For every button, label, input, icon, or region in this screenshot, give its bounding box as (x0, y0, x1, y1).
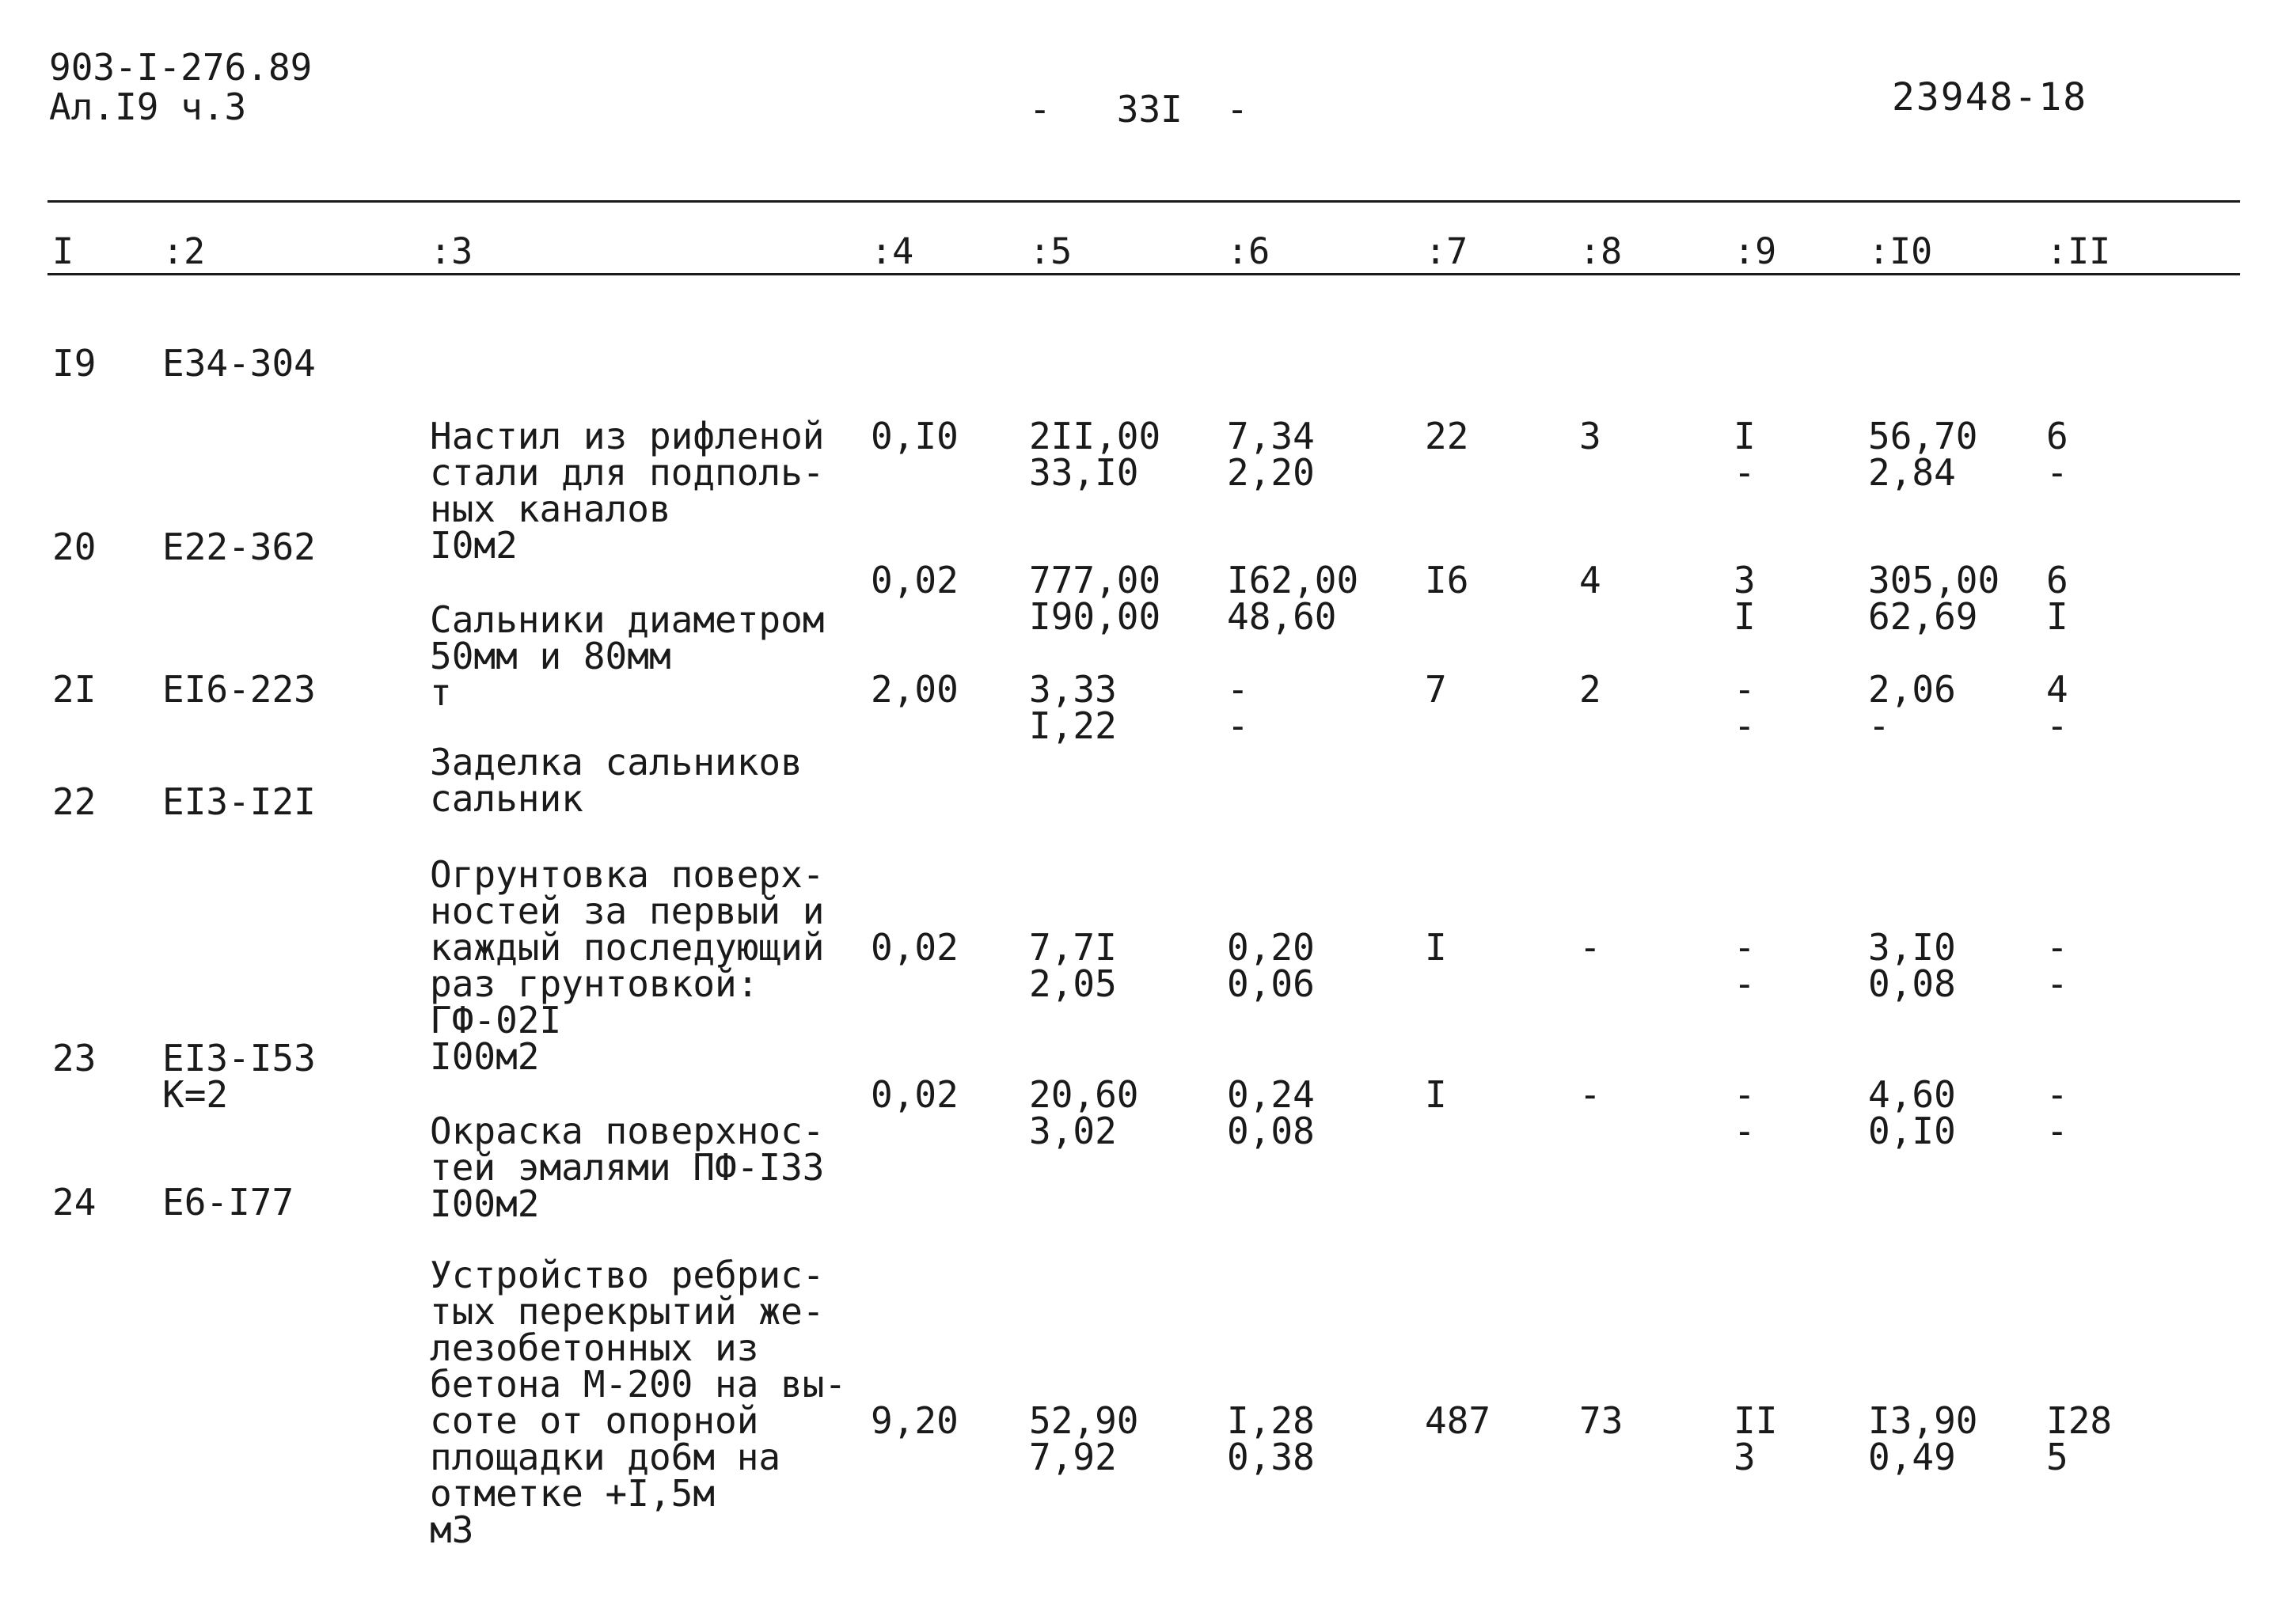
column-header: :8 (1579, 230, 1623, 272)
unit-cost: 777,00 I90,00 (1029, 559, 1161, 638)
unit-cost: 2II,00 33,I0 (1029, 415, 1161, 494)
column-8-value: 2 (1579, 668, 1601, 711)
column-10-value: 3,I0 0,08 (1868, 926, 1956, 1005)
estimate-code: ЕI3-I53 К=2 (162, 1037, 316, 1116)
column-7-value: I (1425, 1073, 1447, 1116)
column-header: :4 (871, 230, 914, 272)
machine-cost: 7,34 2,20 (1227, 415, 1315, 494)
quantity: 0,I0 (871, 415, 959, 457)
document-code: 903-I-276.89 (49, 46, 313, 89)
column-10-value: I3,90 0,49 (1868, 1399, 1978, 1478)
column-header: :6 (1227, 230, 1270, 272)
estimate-code: ЕI6-223 (162, 668, 316, 711)
estimate-code: Е34-304 (162, 342, 316, 385)
column-9-value: - - (1734, 926, 1756, 1005)
quantity: 0,02 (871, 1073, 959, 1116)
row-number: 22 (52, 780, 97, 823)
work-description: Настил из рифленой стали для подполь- ных каналов I0м2 (430, 415, 825, 567)
estimate-code: ЕI3-I2I (162, 780, 316, 823)
column-8-value: - (1579, 1073, 1601, 1116)
machine-cost: 0,24 0,08 (1227, 1073, 1315, 1152)
unit-cost: 3,33 I,22 (1029, 668, 1117, 747)
machine-cost: 0,20 0,06 (1227, 926, 1315, 1005)
work-description: Заделка сальников сальник (430, 741, 803, 820)
column-7-value: 487 (1425, 1399, 1491, 1442)
column-8-value: 3 (1579, 415, 1601, 457)
column-10-value: 56,70 2,84 (1868, 415, 1978, 494)
column-11-value: I28 5 (2046, 1399, 2113, 1478)
column-11-value: - - (2046, 1073, 2068, 1152)
quantity: 0,02 (871, 559, 959, 601)
column-9-value: 3 I (1734, 559, 1756, 638)
column-10-value: 4,60 0,I0 (1868, 1073, 1956, 1152)
estimate-code: Е22-362 (162, 526, 316, 568)
row-number: 23 (52, 1037, 97, 1080)
work-description: Огрунтовка поверх- ностей за первый и каждый последующий раз грунтовкой: ГФ-02I I00м2 (430, 853, 825, 1078)
column-11-value: 6 I (2046, 559, 2068, 638)
row-number: 20 (52, 526, 97, 568)
column-header: :5 (1029, 230, 1073, 272)
inventory-stamp: 23948-18 (1892, 75, 2088, 120)
machine-cost: - - (1227, 668, 1249, 747)
row-number: I9 (52, 342, 97, 385)
column-9-value: II 3 (1734, 1399, 1778, 1478)
column-header: :9 (1734, 230, 1777, 272)
column-header: :II (2046, 230, 2111, 272)
unit-cost: 7,7I 2,05 (1029, 926, 1117, 1005)
column-8-value: 4 (1579, 559, 1601, 601)
quantity: 2,00 (871, 668, 959, 711)
header-rule (47, 273, 2240, 275)
column-9-value: - - (1734, 668, 1756, 747)
column-9-value: - - (1734, 1073, 1756, 1152)
unit-cost: 20,60 3,02 (1029, 1073, 1139, 1152)
row-number: 24 (52, 1181, 97, 1224)
machine-cost: I,28 0,38 (1227, 1399, 1315, 1478)
work-description: Окраска поверхнос- тей эмалями ПФ-I33 I00м2 (430, 1110, 825, 1225)
estimate-code: Е6-I77 (162, 1181, 294, 1224)
column-header: :I0 (1868, 230, 1933, 272)
quantity: 0,02 (871, 926, 959, 969)
column-header: :3 (430, 230, 473, 272)
work-description: Устройство ребрис- тых перекрытий же- лезобетонных из бетона М-200 на вы- соте от опорной площадки до6м на отметке +I,5м м3 (430, 1254, 847, 1551)
album-reference: Ал.I9 ч.3 (49, 85, 247, 128)
column-header: :7 (1425, 230, 1468, 272)
page-number: - 33I - (1029, 88, 1248, 131)
column-7-value: 7 (1425, 668, 1447, 711)
column-8-value: - (1579, 926, 1601, 969)
column-11-value: 4 - (2046, 668, 2068, 747)
column-10-value: 305,00 62,69 (1868, 559, 2000, 638)
column-header: I (52, 230, 74, 272)
column-8-value: 73 (1579, 1399, 1624, 1442)
column-7-value: 22 (1425, 415, 1469, 457)
column-7-value: I (1425, 926, 1447, 969)
column-11-value: - - (2046, 926, 2068, 1005)
column-header: :2 (162, 230, 206, 272)
column-10-value: 2,06 - (1868, 668, 1956, 747)
work-description: Сальники диаметром 50мм и 80мм т (430, 598, 825, 714)
unit-cost: 52,90 7,92 (1029, 1399, 1139, 1478)
column-9-value: I - (1734, 415, 1756, 494)
top-rule (47, 200, 2240, 203)
column-7-value: I6 (1425, 559, 1469, 601)
column-11-value: 6 - (2046, 415, 2068, 494)
row-number: 2I (52, 668, 97, 711)
machine-cost: I62,00 48,60 (1227, 559, 1359, 638)
quantity: 9,20 (871, 1399, 959, 1442)
